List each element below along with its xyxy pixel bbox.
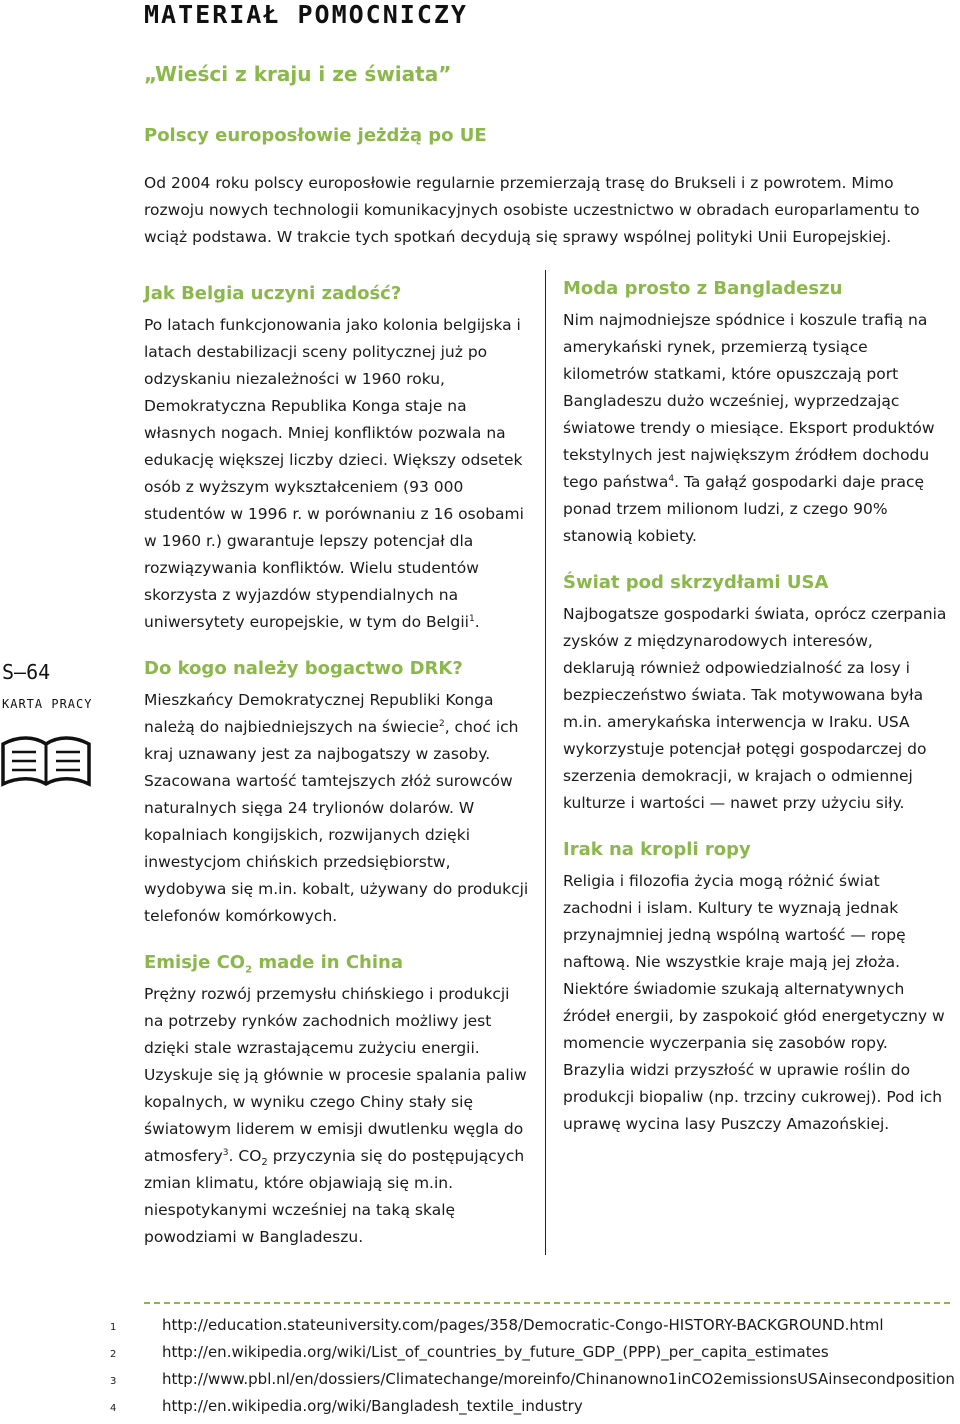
article-text [144,687,529,930]
article-body: . CO [228,1147,262,1165]
footnote-ref: 3 [222,1147,229,1158]
article-heading: Do kogo należy bogactwo DRK? [144,658,463,679]
section-title: „Wieści z kraju i ze świata” [144,62,452,86]
right-column [563,278,948,1160]
article-heading [144,952,529,976]
footnote-number: 4 [110,1403,117,1414]
subscript: 2 [261,1157,268,1169]
article-text [563,307,948,550]
article-body: Nim najmodniejsze spódnice i koszule trafią na amerykański rynek, przemierzą tysiące kilometrów statkami, które opuszczają port Bangladeszu dużo wcześniej, wyprzedzając światowe trendy o miesiące. Eksport produktów tekstylnych jest największym źródłem dochodu tego państwa [563,311,935,491]
heading-part: Emisje CO [144,952,246,973]
article-body: przyczynia się do postępujących zmian klimatu, które objawiają się m.in. niespotykanymi wcześniej na taką skalę powodziami w Bangladeszu. [144,1147,525,1246]
article-drk [144,658,529,930]
article-end: . [474,613,480,631]
intro-heading: Polscy europosłowie jeżdżą po UE [144,125,487,146]
article-body: Mieszkańcy Demokratycznej Republiki Konga należą do najbiedniejszych na świecie [144,691,494,736]
column-divider [545,270,546,1255]
book-icon [0,732,92,788]
footnote-ref: 1 [468,613,475,624]
article-body: Po latach funkcjonowania jako kolonia belgijska i latach destabilizacji sceny politycznej już po odzyskaniu niezależności w 1960 roku, Demokratyczna Republika Konga staje na własnych nogach. Mniej konfliktów pozwala na edukację większej liczby dzieci. Większy odsetek osób z wyższym wykształceniem (93 000 studentów w 1996 r. w porównaniu z 16 osobami w 1960 r.) gwarantuje lepszy potencjał dla rozwiązywania konfliktów. Wielu studentów skorzysta z wyjazdów stypendialnych na uniwersytety europejskie, w tym do Belgii [144,316,524,631]
article-irak [563,839,948,1138]
intro-paragraph: Od 2004 roku polscy europosłowie regularnie przemierzają trasę do Brukseli i z powrotem. Mimo rozwoju nowych technologii komunikacyjnych osobiste uczestnictwo w obradach europarlamentu to wciąż podstawa. W trakcie tych spotkań decydują się sprawy wspólnej polityki Unii Europejskiej. [144,174,920,246]
article-text [144,312,529,636]
article-body: . Ta gałąź gospodarki daje pracę ponad trzem milionom ludzi, z czego 90% stanowią kobiety. [563,473,925,545]
article-usa [563,572,948,817]
article-heading: Moda prosto z Bangladeszu [563,278,843,299]
footnote-item [110,1370,955,1397]
footnote-number: 3 [110,1376,117,1387]
worksheet-label: KARTA PRACY [2,697,93,711]
article-belgia [144,283,529,636]
footnote-item [110,1316,955,1343]
footnote-ref: 2 [438,718,445,729]
worksheet-code: S–64 [2,660,51,684]
footnote-link[interactable]: http://en.wikipedia.org/wiki/Bangladesh_textile_industry [162,1397,583,1415]
left-column [144,283,529,1273]
footnote-link[interactable]: http://www.pbl.nl/en/dossiers/Climatechange/moreinfo/Chinanowno1inCO2emissionsUSAinsecondposition [162,1370,955,1388]
article-heading: Jak Belgia uczyni zadość? [144,283,402,304]
article-bangladesz [563,278,948,550]
article-text [144,981,529,1251]
article-body: Prężny rozwój przemysłu chińskiego i produkcji na potrzeby rynków zachodnich możliwy jest dzięki stale wzrastającemu zużyciu energii. Uzyskuje się ją głównie w procesie spalania paliw kopalnych, w wyniku czego Chiny stały się światowym liderem w emisji dwutlenku węgla do atmosfery [144,985,527,1165]
heading-subscript: 2 [245,964,253,976]
article-text: Najbogatsze gospodarki świata, oprócz czerpania zysków z międzynarodowych interesów, deklarują również odpowiedzialność za losy i bezpieczeństwo świata. Tak motywowana była m.in. amerykańska interwencja w Iraku. USA wykorzystuje potencjał potęgi gospodarczej do szerzenia demokracji, w krajach o odmiennej kulturze i wartości — nawet przy użyciu siły. [563,605,947,812]
footnote-ref: 4 [668,473,675,484]
footnote-link[interactable]: http://en.wikipedia.org/wiki/List_of_countries_by_future_GDP_(PPP)_per_capita_estimates [162,1343,829,1361]
page-header-title: MATERIAŁ POMOCNICZY [144,0,468,29]
footnote-link[interactable]: http://education.stateuniversity.com/pages/358/Democratic-Congo-HISTORY-BACKGROUND.html [162,1316,884,1334]
article-text: Religia i filozofia życia mogą różnić świat zachodni i islam. Kultury te wyznają jednak przynajmniej jedną wspólną wartość — ropę naftową. Nie wszystkie kraje mają jej złoża. Niektóre świadomie szukają alternatywnych źródeł energii, by zaspokoić głód energetyczny w momencie wyczerpania się zasobów ropy. Brazylia widzi przyszłość w uprawie roślin do produkcji biopaliw (np. trzciny cukrowej). Pod ich uprawę wycina lasy Puszczy Amazońskiej. [563,872,945,1133]
article-heading: Świat pod skrzydłami USA [563,572,829,593]
footnote-separator [144,1302,950,1304]
article-china [144,952,529,1251]
footnotes [110,1316,955,1424]
footnote-item [110,1397,955,1424]
article-heading: Irak na kropli ropy [563,839,751,860]
heading-part: made in China [252,952,403,973]
footnote-number: 2 [110,1349,117,1360]
article-body: , choć ich kraj uznawany jest za najbogatszy w zasoby. Szacowana wartość tamtejszych złóż surowców naturalnych sięga 24 trylionów dolarów. W kopalniach kongijskich, rozwijanych dzięki inwestycjom chińskich przedsiębiorstw, wydobywa się m.in. kobalt, używany do produkcji telefonów komórkowych. [144,718,529,925]
footnote-number: 1 [110,1322,117,1333]
footnote-item [110,1343,955,1370]
